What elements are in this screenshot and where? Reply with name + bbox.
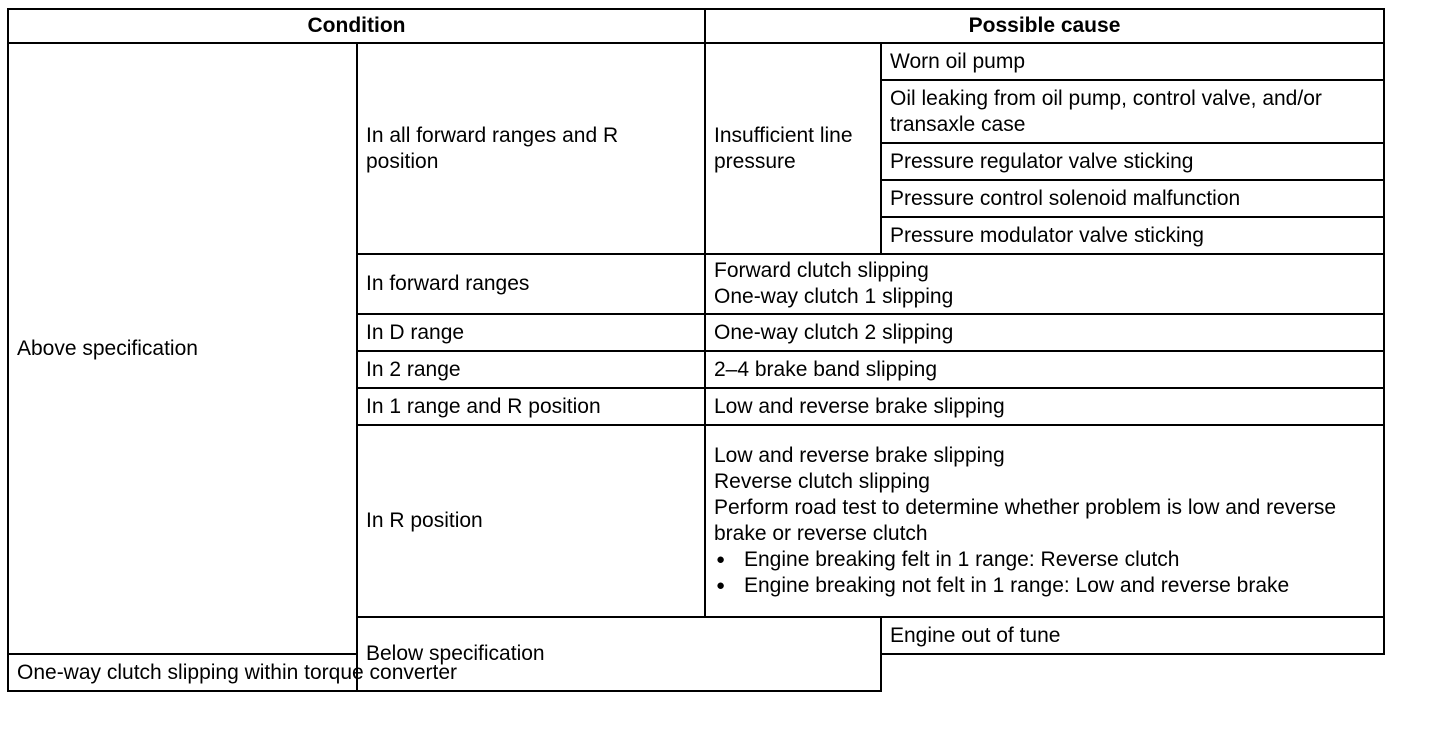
- cause-line: Perform road test to determine whether problem is low and reverse brake or reverse clutch: [714, 496, 1337, 545]
- header-row: [8, 9, 1384, 43]
- condition-all-forward-r: In all forward ranges and R position: [357, 43, 705, 254]
- cause-cell: [705, 254, 1384, 314]
- cause-cell: Pressure control solenoid malfunction: [881, 180, 1384, 217]
- condition-above-spec: Above specification: [8, 43, 357, 654]
- condition-forward-ranges: In forward ranges: [357, 254, 705, 314]
- cause-cell: Engine out of tune: [881, 617, 1384, 654]
- header-possible-cause: Possible cause: [705, 9, 1384, 43]
- cause-cell: [705, 425, 1384, 617]
- condition-2-range: In 2 range: [357, 351, 705, 388]
- condition-d-range: In D range: [357, 314, 705, 351]
- bullet-item: ● Engine breaking felt in 1 range: Reverse clutch: [714, 547, 1375, 573]
- cause-cell: Low and reverse brake slipping: [705, 388, 1384, 425]
- bullet-item: ● Engine breaking not felt in 1 range: Low and reverse brake: [714, 573, 1375, 599]
- table-row: [8, 654, 1384, 691]
- cause-line: Low and reverse brake slipping: [714, 444, 1005, 467]
- cause-cell: One-way clutch slipping within torque converter: [8, 654, 705, 691]
- cause-line: Forward clutch slipping: [714, 259, 929, 282]
- cause-cell: Worn oil pump: [881, 43, 1384, 80]
- cause-cell: One-way clutch 2 slipping: [705, 314, 1384, 351]
- bullet-list: [714, 547, 1375, 599]
- diagnosis-table: [7, 8, 1385, 692]
- cause-line: Reverse clutch slipping: [714, 470, 930, 493]
- cause-group-insufficient-line-pressure: Insufficient line pressure: [705, 43, 881, 254]
- condition-r-position: In R position: [357, 425, 705, 617]
- condition-1-range-r: In 1 range and R position: [357, 388, 705, 425]
- condition-below-spec: Below specification: [357, 617, 881, 691]
- cause-cell: Pressure regulator valve sticking: [881, 143, 1384, 180]
- header-condition: Condition: [8, 9, 705, 43]
- cause-cell: Oil leaking from oil pump, control valve, and/or transaxle case: [881, 80, 1384, 143]
- cause-line: One-way clutch 1 slipping: [714, 285, 954, 308]
- cause-cell: 2–4 brake band slipping: [705, 351, 1384, 388]
- cause-cell: Pressure modulator valve sticking: [881, 217, 1384, 254]
- table-row: [8, 43, 1384, 80]
